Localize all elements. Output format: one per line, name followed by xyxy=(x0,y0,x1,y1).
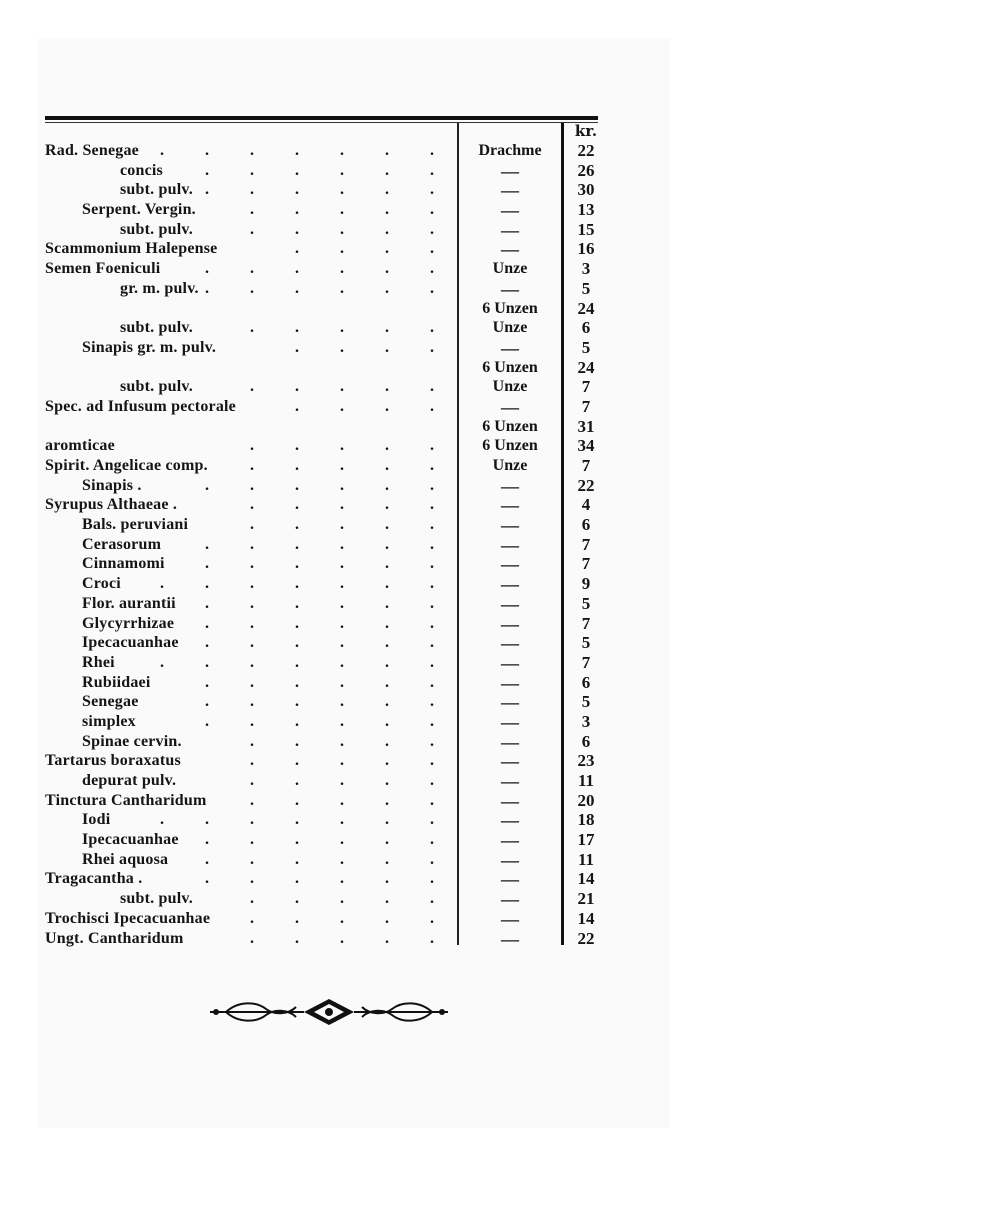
item-price: 20 xyxy=(577,790,595,810)
item-price: 24 xyxy=(577,357,595,377)
list-item: Cinnamomi . . . . . . — 7 xyxy=(0,554,1000,574)
item-name: Sinapis gr. m. pulv. xyxy=(82,338,217,356)
item-name: Flor. aurantii xyxy=(82,594,176,612)
list-item: Syrupus Althaeae . . . . . . — 4 xyxy=(0,495,1000,515)
item-price: 17 xyxy=(577,830,595,850)
list-item: subt. pulv. . . . . . Unze 7 xyxy=(0,377,1000,397)
list-item: Rad. Senegae . . . . . . . Drachme 22 xyxy=(0,141,1000,161)
item-unit: Drachme xyxy=(478,142,542,159)
item-name: Cerasorum xyxy=(82,535,162,553)
item-price: 7 xyxy=(581,613,591,633)
item-price: 3 xyxy=(581,711,591,731)
item-price: 7 xyxy=(581,396,591,416)
item-name: Rhei xyxy=(82,653,115,671)
list-item: Trochisci Ipecacuanhae . . . . . — 14 xyxy=(0,909,1000,929)
item-price: 5 xyxy=(581,593,591,613)
item-price: 15 xyxy=(577,219,595,239)
list-item: Tinctura Cantharidum . . . . . — 20 xyxy=(0,791,1000,811)
list-item: Rhei aquosa . . . . . . — 11 xyxy=(0,850,1000,870)
item-unit: — xyxy=(501,928,519,949)
item-unit: Unze xyxy=(492,260,528,278)
item-name: Senegae xyxy=(82,693,139,711)
list-item: Croci . . . . . . . — 9 xyxy=(0,574,1000,594)
item-name: depurat pulv. xyxy=(82,772,177,789)
item-price: 34 xyxy=(577,436,595,456)
list-item: Sinapis . . . . . . . — 22 xyxy=(0,476,1000,496)
item-unit: — xyxy=(501,613,519,634)
item-unit: — xyxy=(501,239,519,260)
item-unit: — xyxy=(501,810,519,831)
item-name: subt. pulv. xyxy=(120,378,193,396)
item-unit: — xyxy=(501,849,519,870)
item-name: Spec. ad Infusum pectorale xyxy=(45,397,236,415)
list-item: Ipecacuanhae . . . . . . — 5 xyxy=(0,633,1000,653)
list-item: Iodi . . . . . . . — 18 xyxy=(0,810,1000,830)
item-name: Rhei aquosa xyxy=(82,850,169,868)
item-unit: — xyxy=(501,711,519,732)
item-price: 13 xyxy=(577,200,595,220)
item-name: Tinctura Cantharidum xyxy=(45,791,207,809)
list-item: depurat pulv. . . . . . — 11 xyxy=(0,771,1000,791)
list-item: Scammonium Halepense . . . . — 16 xyxy=(0,239,1000,259)
list-item: Senegae . . . . . . — 5 xyxy=(0,692,1000,712)
item-unit: — xyxy=(501,692,519,713)
item-name: subt. pulv. xyxy=(120,220,193,238)
item-name: Bals. peruviani xyxy=(82,516,189,534)
item-unit: — xyxy=(501,278,519,299)
item-unit: — xyxy=(501,337,519,358)
item-name: Spinae cervin. xyxy=(82,732,182,750)
item-name: Scammonium Halepense xyxy=(45,240,218,258)
item-price: 4 xyxy=(581,495,591,515)
list-item: concis . . . . . . — 26 xyxy=(0,161,1000,181)
item-price: 26 xyxy=(577,160,595,180)
list-item: Ungt. Cantharidum . . . . . — 22 xyxy=(0,929,1000,949)
list-item: Semen Foeniculi . . . . . . Unze 3 xyxy=(0,259,1000,279)
list-item: Rubiidaei . . . . . . — 6 xyxy=(0,673,1000,693)
item-unit: — xyxy=(501,751,519,772)
item-price: 23 xyxy=(577,751,595,771)
item-name: Rubiidaei xyxy=(82,673,151,691)
item-price: 22 xyxy=(577,475,595,495)
item-unit: Unze xyxy=(492,319,528,337)
item-name: Serpent. Vergin. xyxy=(82,201,196,219)
item-name: Ipecacuanhae xyxy=(82,634,179,652)
item-price: 22 xyxy=(577,141,595,160)
item-unit: — xyxy=(501,869,519,890)
item-unit: 6 Unzen xyxy=(482,417,538,435)
item-unit: — xyxy=(501,889,519,910)
item-price: 6 xyxy=(581,515,591,535)
item-price: 16 xyxy=(577,239,595,259)
item-name: subt. pulv. xyxy=(120,319,193,337)
item-unit: — xyxy=(501,495,519,516)
item-price: 22 xyxy=(577,928,595,948)
item-price: 7 xyxy=(581,377,591,397)
item-unit: — xyxy=(501,652,519,673)
item-name: Tragacantha . xyxy=(45,870,143,888)
item-unit: — xyxy=(501,672,519,693)
list-item: Rhei . . . . . . . — 7 xyxy=(0,653,1000,673)
item-unit: 6 Unzen xyxy=(482,358,538,376)
item-price: 11 xyxy=(577,771,595,790)
top-rule-thin xyxy=(45,122,598,123)
item-unit: — xyxy=(501,908,519,929)
item-price: 9 xyxy=(581,574,591,594)
item-unit: — xyxy=(501,790,519,811)
item-unit: — xyxy=(501,534,519,555)
item-price: 18 xyxy=(577,810,595,830)
list-item xyxy=(0,299,1000,319)
item-unit: — xyxy=(501,830,519,851)
top-rule xyxy=(45,116,598,120)
item-price: 14 xyxy=(577,869,595,889)
list-item: subt. pulv. . . . . . . — 30 xyxy=(0,180,1000,200)
item-price: 6 xyxy=(581,672,591,692)
item-unit: — xyxy=(501,731,519,752)
list-item: simplex . . . . . . — 3 xyxy=(0,712,1000,732)
item-price: 7 xyxy=(581,456,591,475)
item-name: subt. pulv. xyxy=(120,890,193,908)
item-name: Rad. Senegae xyxy=(45,142,139,159)
item-unit: Unze xyxy=(492,378,528,396)
item-price: 24 xyxy=(577,298,595,318)
item-name: Cinnamomi xyxy=(82,555,165,573)
item-unit: — xyxy=(501,574,519,595)
item-name: Glycyrrhizae xyxy=(82,614,175,632)
item-unit: 6 Unzen xyxy=(482,299,538,317)
item-unit: — xyxy=(501,554,519,575)
item-unit: 6 Unzen xyxy=(482,437,538,455)
item-name: Semen Foeniculi xyxy=(45,260,161,278)
list-item: Spec. ad Infusum pectorale . . . . — 7 xyxy=(0,397,1000,417)
list-item: subt. pulv. . . . . . Unze 6 xyxy=(0,318,1000,338)
list-item: Bals. peruviani . . . . . — 6 xyxy=(0,515,1000,535)
item-unit: — xyxy=(501,396,519,417)
item-name: aromticae xyxy=(45,437,115,455)
list-item: Cerasorum . . . . . . — 7 xyxy=(0,535,1000,555)
item-unit: — xyxy=(501,633,519,654)
item-price: 7 xyxy=(581,534,591,554)
item-price: 5 xyxy=(581,337,591,357)
list-item: Tragacantha . . . . . . . — 14 xyxy=(0,869,1000,889)
item-name: Iodi xyxy=(82,811,111,829)
item-name: subt. pulv. xyxy=(120,181,193,199)
item-name: Trochisci Ipecacuanhae xyxy=(45,909,211,927)
item-price: 7 xyxy=(581,652,591,672)
list-item: Sinapis gr. m. pulv. . . . . — 5 xyxy=(0,338,1000,358)
item-price: 5 xyxy=(581,692,591,712)
price-unit-header: kr. xyxy=(574,122,598,140)
list-item xyxy=(0,358,1000,378)
item-unit: — xyxy=(501,200,519,221)
ornament-divider-icon xyxy=(208,995,450,1029)
list-item: aromticae . . . . . 6 Unzen 34 xyxy=(0,436,1000,456)
item-name: simplex xyxy=(82,712,136,730)
item-name: Croci xyxy=(82,575,121,593)
item-name: Ungt. Cantharidum xyxy=(45,929,184,947)
list-item: Serpent. Vergin. . . . . . — 13 xyxy=(0,200,1000,220)
item-name: Ipecacuanhae xyxy=(82,831,179,849)
item-name: Syrupus Althaeae . xyxy=(45,496,178,514)
item-unit: — xyxy=(501,515,519,536)
item-price: 11 xyxy=(577,849,595,869)
price-list xyxy=(0,141,1000,948)
item-price: 5 xyxy=(581,278,591,298)
item-unit: — xyxy=(501,593,519,614)
item-unit: — xyxy=(501,180,519,201)
item-unit: Unze xyxy=(492,457,528,474)
list-item: subt. pulv. . . . . . — 15 xyxy=(0,220,1000,240)
item-name: Sinapis . xyxy=(82,476,142,494)
item-unit: — xyxy=(501,475,519,496)
item-price: 3 xyxy=(581,259,591,279)
item-price: 6 xyxy=(581,318,591,338)
item-name: Tartarus boraxatus xyxy=(45,752,181,770)
list-item: Ipecacuanhae . . . . . . — 17 xyxy=(0,830,1000,850)
list-item: Tartarus boraxatus . . . . . — 23 xyxy=(0,751,1000,771)
item-price: 31 xyxy=(577,416,595,436)
item-price: 5 xyxy=(581,633,591,653)
list-item: Flor. aurantii . . . . . . — 5 xyxy=(0,594,1000,614)
list-item: subt. pulv. . . . . . — 21 xyxy=(0,889,1000,909)
list-item: Spinae cervin. . . . . . — 6 xyxy=(0,732,1000,752)
list-item: Glycyrrhizae . . . . . . — 7 xyxy=(0,614,1000,634)
list-item xyxy=(0,417,1000,437)
item-name: concis xyxy=(120,161,163,179)
item-price: 14 xyxy=(577,908,595,928)
item-price: 6 xyxy=(581,731,591,751)
item-unit: — xyxy=(501,771,519,791)
item-price: 21 xyxy=(577,889,595,909)
list-item: gr. m. pulv. . . . . . . — 5 xyxy=(0,279,1000,299)
item-name: Spirit. Angelicae comp. xyxy=(45,457,208,474)
item-price: 30 xyxy=(577,180,595,200)
list-item: Spirit. Angelicae comp. . . . . . Unze 7 xyxy=(0,456,1000,476)
item-price: 7 xyxy=(581,554,591,574)
item-unit: — xyxy=(501,160,519,181)
item-name: gr. m. pulv. xyxy=(120,279,199,297)
item-unit: — xyxy=(501,219,519,240)
